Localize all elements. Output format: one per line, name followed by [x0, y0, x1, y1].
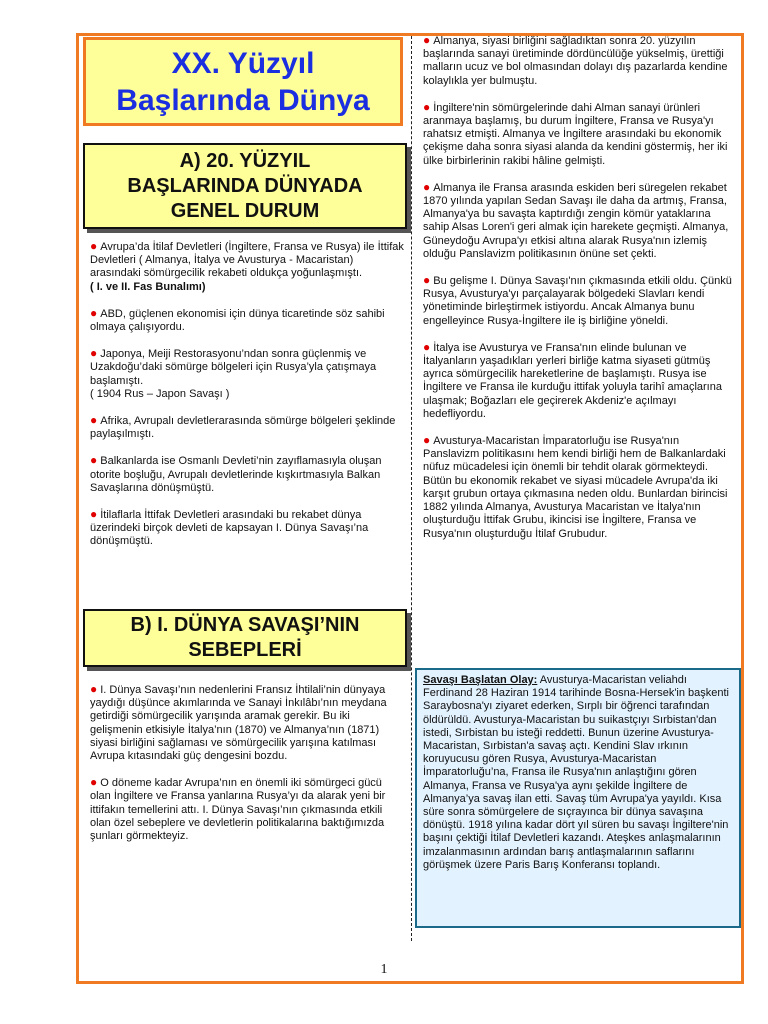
list-item: ● Almanya ile Fransa arasında eskiden beri süregelen rekabet 1870 yılında yapılan Sedan Savaşı ile daha da artmış, Fransa, Almanya'ya bu savaşta kaptırdığı zengin kömür yataklarına sahip Alsas Loren'i geri almak için harekete geçmişti. Almanya, Güneydoğu Avrupa'yı etkisi altına alarak Rusya'nın izlemiş olduğu Panslavizm politikasının önüne set çekti. — [423, 179, 729, 260]
red-dot-bullet-icon: ● — [90, 305, 98, 320]
war-trigger-event-box — [415, 668, 741, 928]
red-dot-bullet-icon: ● — [423, 99, 431, 114]
section-a-heading-line: BAŞLARINDA DÜNYADA — [127, 174, 363, 197]
list-item: ● Afrika, Avrupalı devletlerarasında sömürge bölgeleri şeklinde paylaşılmıştı. — [90, 413, 396, 441]
list-item: ● İtalya ise Avusturya ve Fransa'nın elinde bulunan ve İtalyanların yaşadıkları yerleri birliğe katma siyaseti gütmüş ayrıca sömürgecilik hareketlerine de başlamıştı. Rusya ise İngiltere ve Fransa ile kurduğu ittifak yoluyla tarihî amaçlarına ulaşmak; Boğazları ele geçirerek Akdeniz'e açılmayı hedefliyordu. — [423, 339, 722, 420]
list-item: ● Bu gelişme I. Dünya Savaşı'nın çıkmasında etkili oldu. Çünkü Rusya, Avusturya'yı parçalayarak bölgedeki Slavları kendi yönetiminde birleştirmek istiyordu. Ancak Almanya bunu engelleyince Rusya-İngiltere ile iş birliğine yöneldi. — [423, 273, 732, 327]
section-a-heading-line: GENEL DURUM — [170, 199, 320, 222]
page-title — [116, 45, 369, 119]
section-a-heading — [83, 143, 407, 229]
list-item: ● O döneme kadar Avrupa’nın en önemli iki sömürgeci gücü olan İngiltere ve Fransa yanlarına Rusya’yı da alarak yeni bir ittifakın temellerini attı. I. Dünya Savaşı’nın çıkmasında etkili olan özel sebeplere ve devletlerin politikalarına baktığımızda şunları görmekteyiz. — [90, 775, 386, 843]
list-item: ● Avrupa’da İtilaf Devletleri (İngiltere, Fransa ve Rusya) ile İttifak Devletleri ( Almanya, İtalya ve Avusturya - Macaristan) arasındaki sömürgecilik rekabeti oldukça yoğunlaşmıştı. ( I. ve II. Fas Bunalımı) — [90, 239, 404, 293]
note-fas: ( I. ve II. Fas Bunalımı) — [90, 280, 206, 293]
title-box — [83, 37, 403, 126]
section-a-heading-line: A) 20. YÜZYIL — [179, 149, 311, 172]
red-dot-bullet-icon: ● — [90, 413, 98, 428]
right-column-content — [423, 34, 737, 554]
red-dot-bullet-icon: ● — [90, 682, 98, 696]
section-a-content — [90, 240, 404, 562]
section-b-heading-line: SEBEPLERİ — [188, 639, 302, 661]
page-number: 1 — [380, 962, 388, 977]
red-dot-bullet-icon: ● — [90, 507, 98, 522]
list-item: ● I. Dünya Savaşı’nın nedenlerini Fransız İhtilali’nin dünyaya yaydığı düşünce akımlarında ve Sanayi İnkılâbı’nın meydana getirdiği sömürgecilik yarışında aramak gerekir. Bu iki gelişmenin etkisiyle İtalya’nın (1870) ve Almanya’nın (1871) siyasi birliğini sağlaması ve sömürgecilik yarışına katılması Avrupa kıtasındaki güç dengesini bozdu. — [90, 682, 387, 763]
list-item: ● ABD, güçlenen ekonomisi için dünya ticaretinde söz sahibi olmaya çalışıyordu. — [90, 305, 385, 334]
list-item: ● Japonya, Meiji Restorasyonu’ndan sonra güçlenmiş ve Uzakdoğu’daki sömürge bölgeleri için Rusya’yla çatışmaya başlamıştı. ( 1904 Rus – Japon Savaşı ) — [90, 346, 377, 400]
event-box-text: Avusturya-Macaristan veliahdı Ferdinand 28 Haziran 1914 tarihinde Bosna-Hersek'in başkenti Saraybosna'yı ziyaret ederken, Sırplı bir öğrenci tarafından öldürüldü. Avusturya-Macaristan bu suikastçıyı Sırbistan'dan istedi, Sırbistan bu isteği reddetti. Bunun üzerine Avusturya-Macaristan, Sırbistan'a savaş açtı. Kendini Slav ırkının koruyucusu gören Rusya, Avusturya-Macaristan İmparatorluğu’na, Fransa ile Rusya'nın anlaştığını gören Almanya, Fransa ve Rusya'ya aynı şekilde İngiltere de Almanya’ya savaş ilan etti. Savaş tüm Avrupa'ya yayıldı. Kısa süre sonra sömürgelere de sıçrayınca bir dünya savaşına dönüştü. 1918 yılına kadar dört yıl süren bu savaşı İngiltere'nin başını çektiği İtilaf Devletleri kazandı. Ateşkes anlaşmalarının imzalanmasının ardından barış antlaşmalarının saflarını görüşmek üzere Paris Barış Konferansı toplandı. — [423, 674, 730, 871]
red-dot-bullet-icon: ● — [90, 775, 98, 790]
column-divider — [411, 36, 413, 941]
red-dot-bullet-icon: ● — [90, 453, 98, 468]
section-b-heading — [83, 609, 407, 667]
list-item: ● Almanya, siyasi birliğini sağladıktan sonra 20. yüzyılın başlarında sanayi üretiminde dördüncülüğe yükselmiş, ürettiği malların ucuz ve bol olmasından dolayı dış pazarlarda kendine kolaylıkla yer bulmuştu. — [423, 33, 728, 87]
red-dot-bullet-icon: ● — [423, 339, 431, 354]
section-b-content — [90, 683, 404, 856]
red-dot-bullet-icon: ● — [90, 346, 98, 361]
event-box-title: Savaşı Başlatan Olay: — [423, 674, 538, 686]
red-dot-bullet-icon: ● — [90, 239, 98, 253]
title-line-2: Başlarında Dünya — [116, 83, 370, 117]
list-item: ● İtilaflarla İttifak Devletleri arasındaki bu rekabet dünya üzerindeki birçok devleti de kapsayan I. Dünya Savaşı’na dönüşmüştü. — [90, 507, 369, 548]
section-b-heading-line: B) I. DÜNYA SAVAŞI’NIN — [130, 614, 360, 636]
list-item: ● Avusturya-Macaristan İmparatorluğu ise Rusya'nın Panslavizm politikasını hem kendi birliği hem de Balkanlardaki nüfuz mücadelesi için önemli bir tehdit olarak görmekteydi. Bütün bu ekonomik rekabet ve siyasi mücadele Avrupa'da iki karşıt grubun ortaya çıkmasına neden oldu. Bunlardan birincisi 1882 yılında Almanya, Avusturya Macaristan ve İtalya'nın oluşturduğu İttifak Grubu, ikincisi ise İngiltere, Fransa ve Rusya'nın oluşturduğu İtilaf Grubudur. — [423, 433, 728, 540]
list-item: ● Balkanlarda ise Osmanlı Devleti’nin zayıflamasıyla oluşan otorite boşluğu, Avrupalı devletlerinde kışkırtmasıyla Balkan Savaşlarına dönüşmüştü. — [90, 453, 382, 494]
note-japon: ( 1904 Rus – Japon Savaşı ) — [90, 387, 230, 400]
list-item: ● İngiltere'nin sömürgelerinde dahi Alman sanayi ürünleri aranmaya başlamış, bu durum İngiltere, Fransa ve Rusya'yı rahatsız etmişti. Almanya ve İngiltere arasındaki bu ekonomik çekişme daha sonra siyasi alanda da kendini göstermiş, her iki ülke birbirlerinin rakibi hâline gelmişti. — [423, 99, 728, 167]
red-dot-bullet-icon: ● — [423, 433, 431, 448]
title-line-1: XX. Yüzyıl — [171, 46, 315, 80]
red-dot-bullet-icon: ● — [423, 33, 431, 47]
red-dot-bullet-icon: ● — [423, 273, 431, 288]
red-dot-bullet-icon: ● — [423, 179, 431, 194]
